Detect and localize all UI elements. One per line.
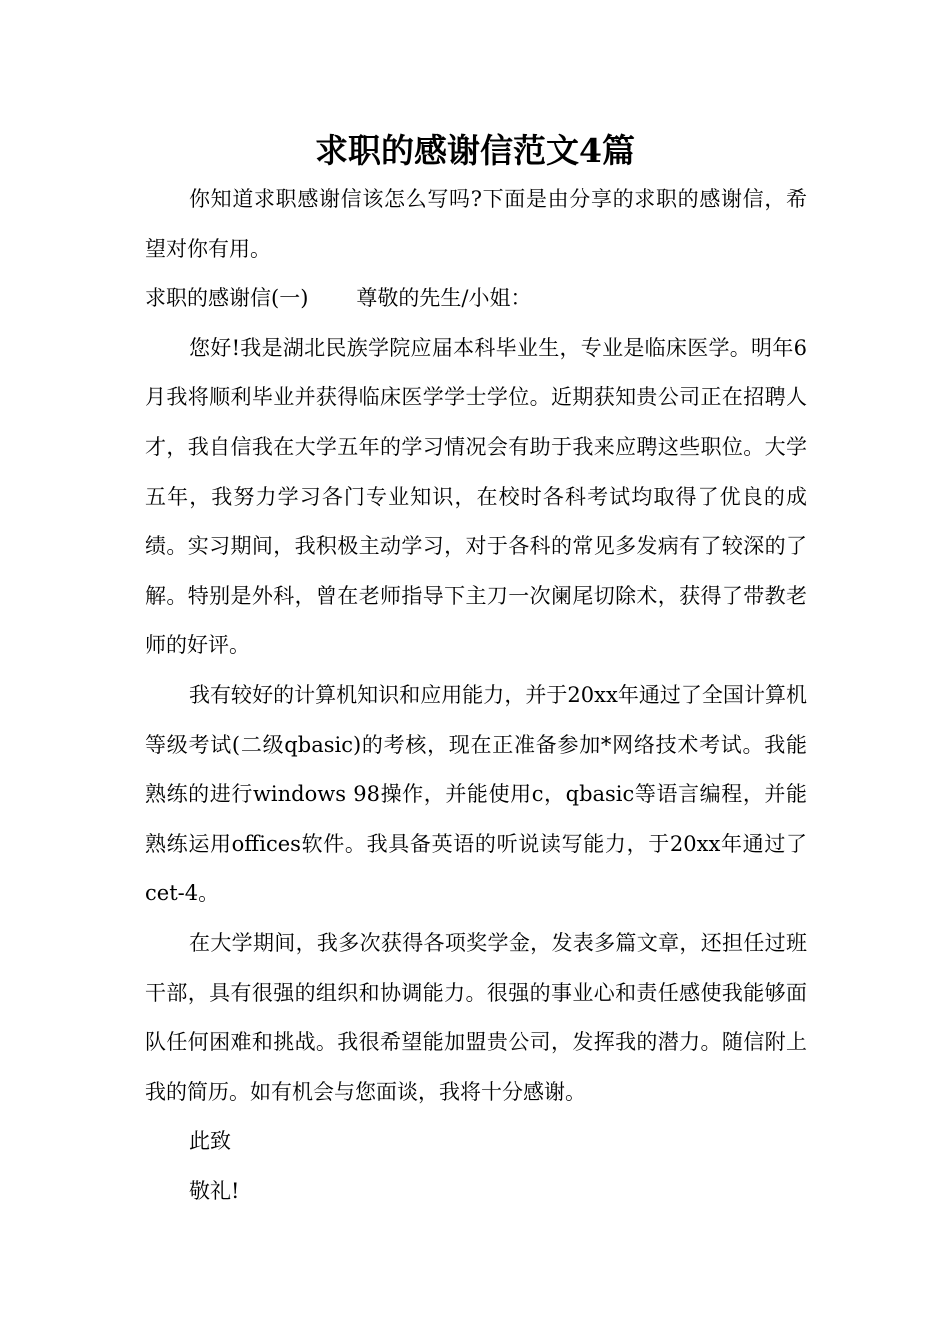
- body-paragraph-3: 在大学期间，我多次获得各项奖学金，发表多篇文章，还担任过班干部，具有很强的组织和协调能力。很强的事业心和责任感使我能够面队任何困难和挑战。我很希望能加盟贵公司，发挥我的潜力。随信附上我的简历。如有机会与您面谈，我将十分感谢。: [145, 930, 807, 1104]
- letter-heading: 求职的感谢信(一): [145, 286, 309, 311]
- body-paragraph-2: 我有较好的计算机知识和应用能力，并于20xx年通过了全国计算机等级考试(二级qbasic)的考核，现在正准备参加*网络技术考试。我能熟练的进行windows 98操作，并能使用c，qbasic等语言编程，并能熟练运用offices软件。我具备英语的听说读写能力，于20xx年通过了cet-4。: [145, 682, 807, 906]
- closing-line-1: 此致: [189, 1129, 231, 1154]
- document-title: 求职的感谢信范文4篇: [315, 131, 635, 170]
- document-body: [145, 175, 807, 1216]
- letter-salutation: 尊敬的先生/小姐：: [356, 286, 532, 311]
- letter-heading-line: [145, 274, 807, 324]
- closing-line-2: 敬礼!: [189, 1178, 240, 1203]
- body-paragraph-1: 您好!我是湖北民族学院应届本科毕业生，专业是临床医学。明年6月我将顺利毕业并获得临床医学学士学位。近期获知贵公司正在招聘人才，我自信我在大学五年的学习情况会有助于我来应聘这些职位。大学五年，我努力学习各门专业知识，在校时各科考试均取得了优良的成绩。实习期间，我积极主动学习，对于各科的常见多发病有了较深的了解。特别是外科，曾在老师指导下主刀一次阑尾切除术，获得了带教老师的好评。: [145, 335, 807, 658]
- intro-paragraph: 你知道求职感谢信该怎么写吗?下面是由分享的求职的感谢信，希望对你有用。: [145, 187, 807, 261]
